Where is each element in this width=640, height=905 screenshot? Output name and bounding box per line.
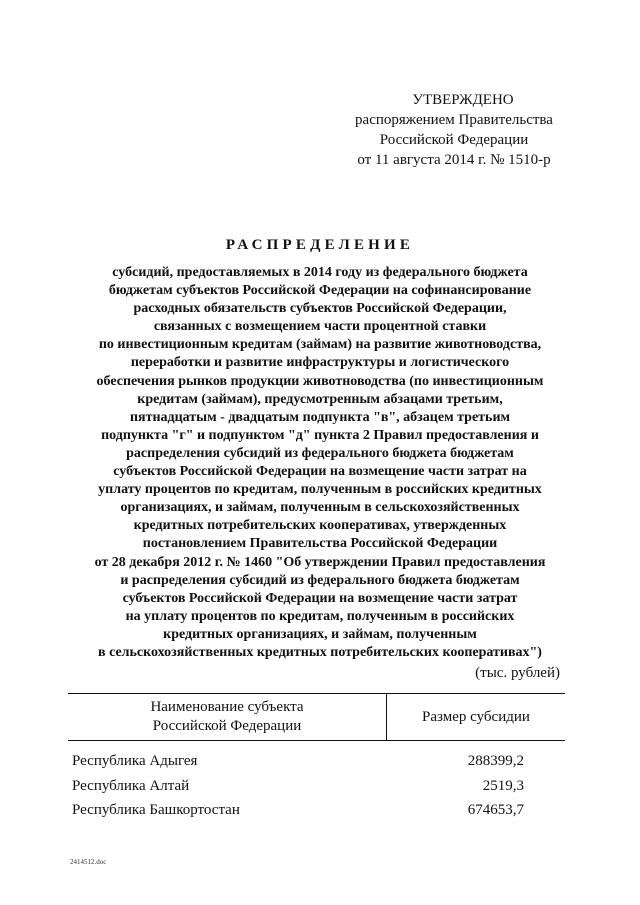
subtitle-line: кредитам (займам), предусмотренным абзацами третьим, [137, 391, 503, 407]
document-file-id: 2414512.doc [70, 858, 107, 866]
subtitle-line: распределения субсидий из федерального бюджета бюджетам [126, 445, 514, 461]
column-header-region-line1: Наименование субъекта [150, 699, 304, 715]
column-header-region [68, 694, 387, 740]
unit-label: (тыс. рублей) [475, 665, 560, 681]
subtitle-line: субъектов Российской Федерации на возмещение части затрат на [113, 464, 527, 480]
approval-line: Российской Федерации [379, 132, 529, 148]
subtitle-line: постановлением Правительства Российской Федерации [142, 536, 498, 552]
table-row [68, 749, 565, 774]
subtitle-line: расходных обязательств субъектов Российской Федерации, [133, 301, 507, 317]
table-header [68, 693, 565, 741]
document-subtitle [60, 264, 580, 662]
region-name: Республика Адыгея [72, 753, 198, 769]
table-row [68, 798, 565, 823]
document-title: РАСПРЕДЕЛЕНИЕ [225, 237, 415, 253]
subtitle-line: уплату процентов по кредитам, полученным в российских кредитных [98, 482, 542, 498]
subtitle-line: по инвестиционным кредитам (займам) на развитие животноводства, [98, 337, 542, 353]
region-name: Республика Алтай [72, 777, 190, 794]
subtitle-line: субсидий, предоставляемых в 2014 году из федерального бюджета [112, 265, 528, 280]
subtitle-line: на уплату процентов по кредитам, полученным в российских [125, 608, 515, 624]
subtitle-line: переработки и развитие инфраструктуры и логистического [130, 355, 510, 371]
subtitle-line: связанных с возмещением части процентной ставки [153, 319, 487, 335]
subtitle-line: кредитных потребительских кооперативах, утвержденных [133, 518, 507, 534]
approval-date-line: от 11 августа 2014 г. № 1510-р [357, 152, 551, 168]
subtitle-line: в сельскохозяйственных кредитных потребительских кооперативах") [98, 644, 542, 660]
table-body [68, 749, 565, 823]
subsidy-amount: 674653,7 [467, 802, 524, 818]
approval-stamp [340, 90, 568, 170]
column-header-region-line2: Российской Федерации [152, 718, 302, 734]
column-header-amount: Размер субсидии [422, 708, 530, 725]
approval-heading: УТВЕРЖДЕНО [412, 92, 514, 108]
table-row [68, 774, 565, 799]
subtitle-line: кредитных организациях, и займам, полученным [163, 626, 477, 642]
approval-line: распоряжением Правительства [355, 112, 553, 128]
subsidy-amount: 2519,3 [482, 777, 524, 794]
subtitle-line: пятнадцатым - двадцатым подпункта "в", абзацем третьим [129, 409, 511, 425]
subtitle-line: бюджетам субъектов Российской Федерации на софинансирование [108, 283, 532, 299]
subtitle-line: субъектов Российской Федерации на возмещение части затрат [122, 590, 518, 606]
subtitle-line: подпункта "г" и подпунктом "д" пункта 2 Правил предоставления и [101, 427, 539, 443]
region-name: Республика Башкортостан [72, 802, 240, 818]
subsidy-amount: 288399,2 [467, 753, 524, 769]
subtitle-line: организациях, и займам, полученным в сельскохозяйственных [120, 500, 520, 516]
subtitle-line: от 28 декабря 2012 г. № 1460 "Об утверждении Правил предоставления [94, 554, 546, 570]
subtitle-line: и распределения субсидий из федерального бюджета бюджетам [120, 572, 520, 588]
subtitle-line: обеспечения рынков продукции животноводства (по инвестиционным [96, 373, 544, 389]
